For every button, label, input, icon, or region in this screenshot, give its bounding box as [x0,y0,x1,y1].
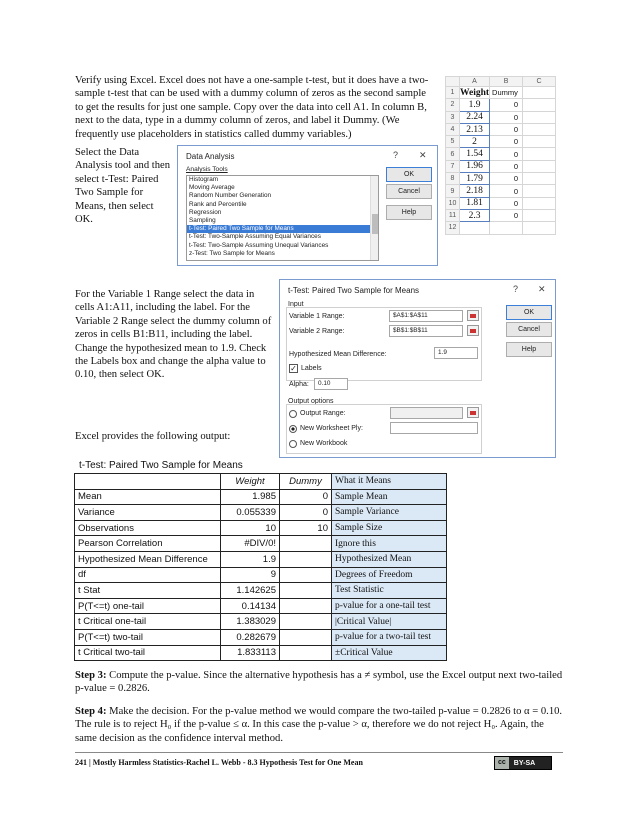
table-cell: p-value for a two-tail test [332,629,447,645]
cell-b[interactable]: 0 [490,185,523,197]
var2-range-input[interactable]: $B$1:$B$11 [389,325,463,337]
spreadsheet [445,76,556,235]
table-row [75,598,447,614]
cell-a[interactable]: 2.3 [460,209,490,221]
cell-a[interactable]: 2.24 [460,111,490,123]
sheet-row [446,136,556,148]
ttest-dialog [279,279,556,458]
help-icon[interactable]: ? [393,150,399,160]
cell-a[interactable]: 1.81 [460,197,490,209]
sheet-corner [446,77,460,87]
input-group-label: Input [288,301,304,308]
table-header-row [75,474,447,490]
output-group-label: Output options [288,398,334,405]
analysis-tools-list[interactable] [186,175,379,261]
license-text: BY-SA [513,759,536,767]
row-header[interactable]: 4 [446,123,460,135]
cell-b[interactable]: 0 [490,123,523,135]
row-header[interactable]: 11 [446,209,460,221]
step-range-text: For the Variable 1 Range select the data in cells A1:A11, including the label. For the Variable 2 Range select the dummy column of zeros in cells B1:B11, including the label. Change the hypothesized mean to 1.9. Check the Labels box and change the alpha value to 0.10, then select OK. [75,289,272,381]
table-cell: 0.14134 [221,598,280,614]
cell-a[interactable]: 1.9 [460,99,490,111]
new-worksheet-label: New Worksheet Ply: [300,425,363,432]
table-cell: t Critical two-tail [75,645,221,661]
cell-a[interactable]: 1.79 [460,173,490,185]
table-row [75,645,447,661]
list-item[interactable]: t-Test: Two-Sample Assuming Equal Variances [189,233,321,241]
sheet-row [446,173,556,185]
alpha-label: Alpha: [289,381,309,388]
table-row [75,583,447,599]
list-item[interactable]: Sampling [189,216,216,224]
cell-b[interactable]: 0 [490,173,523,185]
close-icon[interactable]: ✕ [538,284,546,294]
table-cell [280,567,332,583]
row-header[interactable]: 9 [446,185,460,197]
table-cell: t Stat [75,583,221,599]
table-cell: Ignore this [332,536,447,552]
row-header[interactable]: 5 [446,136,460,148]
table-cell: 0.055339 [221,505,280,521]
sheet-row [446,99,556,111]
table-cell: |Critical Value| [332,614,447,630]
cell-a[interactable]: 2.18 [460,185,490,197]
table-row [75,629,447,645]
dialog-title: Data Analysis [186,152,235,161]
labels-checkbox[interactable]: ✓ [290,364,297,373]
table-cell [280,629,332,645]
cell-b[interactable]: 0 [490,148,523,160]
cc-icon: cc [495,757,509,769]
list-item[interactable]: z-Test: Two Sample for Means [189,249,275,257]
cancel-button[interactable]: Cancel [386,184,432,199]
footer-text: 241 | Mostly Harmless Statistics-Rachel L. Webb - 8.3 Hypothesis Test for One Mean [75,758,363,767]
table-cell: Pearson Correlation [75,536,221,552]
table-cell [280,598,332,614]
analysis-tools-label: Analysis Tools [186,166,228,173]
cell-c[interactable] [523,222,556,234]
output-intro-text: Excel provides the following output: [75,431,231,442]
table-cell [280,536,332,552]
table-cell: Hypothesized Mean [332,551,447,567]
table-cell: 1.833113 [221,645,280,661]
list-item[interactable]: t-Test: Paired Two Sample for Means [187,225,378,233]
cell-a[interactable]: 2 [460,136,490,148]
row-header[interactable]: 10 [446,197,460,209]
step3-label: Step 3: [75,670,107,681]
new-worksheet-input[interactable] [390,422,478,434]
table-cell: 1.142625 [221,583,280,599]
table-cell: ±Critical Value [332,645,447,661]
table-row [75,489,447,505]
table-cell: 10 [221,520,280,536]
cell-c[interactable] [523,160,556,172]
header-cell: What it Means [332,474,447,490]
table-cell: Mean [75,489,221,505]
cell-b[interactable]: Dummy [490,87,523,99]
cell-c[interactable] [523,111,556,123]
data-analysis-dialog [177,145,438,266]
cell-a[interactable] [460,222,490,234]
table-cell: 0.282679 [221,629,280,645]
table-cell: Variance [75,505,221,521]
table-cell: df [75,567,221,583]
table-cell: Sample Variance [332,505,447,521]
table-cell: 9 [221,567,280,583]
output-range-input[interactable] [390,407,463,419]
cell-b[interactable] [490,222,523,234]
intro-paragraph: Verify using Excel. Excel does not have a one-sample t-test, but it does have a two-sample t-test that can be used with a dummy column of zeros as the second sample to get the results for just one sample. Copy over the data into cell A1. In column B, next to the data, type in a dummy column of zeros, and label it Dummy. (We frequently use placeholders in statistics called dummy variables.) [75,75,429,140]
hyp-mean-label: Hypothesized Mean Difference: [289,351,387,358]
row-header[interactable]: 6 [446,148,460,160]
output-table [74,473,447,661]
help-icon[interactable]: ? [513,284,519,294]
table-row [75,505,447,521]
ok-button[interactable]: OK [506,305,552,320]
table-cell: Hypothesized Mean Difference [75,551,221,567]
cell-c[interactable] [523,99,556,111]
var2-label: Variable 2 Range: [289,328,345,335]
help-button[interactable]: Help [386,205,432,220]
cell-b[interactable]: 0 [490,197,523,209]
sheet-row [446,197,556,209]
cell-c[interactable] [523,209,556,221]
range-select-icon[interactable] [467,310,479,321]
cell-a[interactable]: Weight [460,87,490,98]
table-cell [280,583,332,599]
cell-c[interactable] [523,87,556,99]
table-cell: p-value for a one-tail test [332,598,447,614]
var1-label: Variable 1 Range: [289,313,345,320]
column-header[interactable]: B [490,77,523,87]
sheet-row [446,148,556,160]
header-cell [75,474,221,490]
var1-range-input[interactable]: $A$1:$A$11 [389,310,463,322]
cell-c[interactable] [523,197,556,209]
labels-label: Labels [301,365,322,372]
sheet-row [446,111,556,123]
header-cell: Dummy [280,474,332,490]
cell-b[interactable]: 0 [490,160,523,172]
table-cell: t Critical one-tail [75,614,221,630]
step3-paragraph [75,669,563,696]
list-item[interactable]: Regression [189,208,222,216]
row-header[interactable]: 8 [446,173,460,185]
table-row [75,551,447,567]
table-cell: Observations [75,520,221,536]
table-row [75,536,447,552]
cell-a[interactable]: 2.13 [460,123,490,135]
table-cell: Sample Size [332,520,447,536]
dialog-title: t-Test: Paired Two Sample for Means [288,286,420,295]
row-header[interactable]: 3 [446,111,460,123]
list-item[interactable]: Rank and Percentile [189,200,247,208]
column-header[interactable]: C [523,77,556,87]
table-cell: 0 [280,489,332,505]
help-button[interactable]: Help [506,342,552,357]
table-cell: 1.9 [221,551,280,567]
step3-text: Compute the p-value. Since the alternative hypothesis has a ≠ symbol, use the Excel output next two-tailed p-value = 0.2826. [75,670,563,695]
step4-label: Step 4: [75,706,107,717]
list-item[interactable]: Random Number Generation [189,192,272,200]
sheet-row [446,185,556,197]
table-cell [280,551,332,567]
step-select-text: Select the Data Analysis tool and then select t-Test: Paired Two Sample for Means, then select OK. [75,147,171,226]
table-cell: 1.383029 [221,614,280,630]
cell-b[interactable]: 0 [490,209,523,221]
list-scrollbar[interactable] [370,176,378,260]
table-cell [280,645,332,661]
row-header[interactable]: 7 [446,160,460,172]
cell-b[interactable]: 0 [490,99,523,111]
range-select-icon[interactable] [467,325,479,336]
ok-button[interactable]: OK [386,167,432,182]
cell-c[interactable] [523,123,556,135]
new-workbook-radio[interactable] [289,440,297,448]
license-badge[interactable] [494,756,552,770]
sheet-row [446,123,556,135]
row-header[interactable]: 2 [446,99,460,111]
output-range-radio[interactable] [289,410,297,418]
sheet-row [446,87,556,99]
sheet-row [446,209,556,221]
table-cell: P(T<=t) two-tail [75,629,221,645]
cell-b[interactable]: 0 [490,111,523,123]
cell-c[interactable] [523,185,556,197]
alpha-input[interactable]: 0.10 [314,378,348,390]
row-header[interactable]: 1 [446,87,460,99]
table-cell [280,614,332,630]
cell-b[interactable]: 0 [490,136,523,148]
header-cell: Weight [221,474,280,490]
column-header[interactable]: A [460,77,490,87]
list-item[interactable]: t-Test: Two-Sample Assuming Unequal Variances [189,241,329,249]
cell-a[interactable]: 1.96 [460,160,490,172]
new-worksheet-radio[interactable] [289,425,297,433]
table-cell: 10 [280,520,332,536]
sheet-row [446,160,556,172]
range-select-icon[interactable] [467,407,479,418]
cancel-button[interactable]: Cancel [506,322,552,337]
table-row [75,567,447,583]
table-cell: Test Statistic [332,583,447,599]
list-item[interactable]: Histogram [189,176,219,183]
table-cell: Sample Mean [332,489,447,505]
output-title: t-Test: Paired Two Sample for Means [79,460,243,471]
hyp-mean-input[interactable]: 1.9 [434,347,478,359]
cell-c[interactable] [523,173,556,185]
list-item[interactable]: Moving Average [189,184,235,192]
table-row [75,520,447,536]
footer-divider [75,752,563,753]
step4-text: Make the decision. For the p-value method we would compare the two-tailed p-value = 0.2826 to α = 0.10. The rule is to reject H₀ if the p-value ≤ α. In this case the p-value > α, therefore we do not reject H₀. Again, the same decision as the confidence interval method. [75,706,563,744]
cell-a[interactable]: 1.54 [460,148,490,160]
table-cell: 1.985 [221,489,280,505]
new-workbook-label: New Workbook [300,440,348,447]
row-header[interactable]: 12 [446,222,460,234]
table-cell: #DIV/0! [221,536,280,552]
close-icon[interactable]: ✕ [419,150,427,160]
table-row [75,614,447,630]
sheet-row [446,222,556,234]
table-cell: P(T<=t) one-tail [75,598,221,614]
cell-c[interactable] [523,148,556,160]
table-cell: Degrees of Freedom [332,567,447,583]
step4-paragraph [75,705,563,745]
cell-c[interactable] [523,136,556,148]
table-cell: 0 [280,505,332,521]
output-range-label: Output Range: [300,410,346,417]
